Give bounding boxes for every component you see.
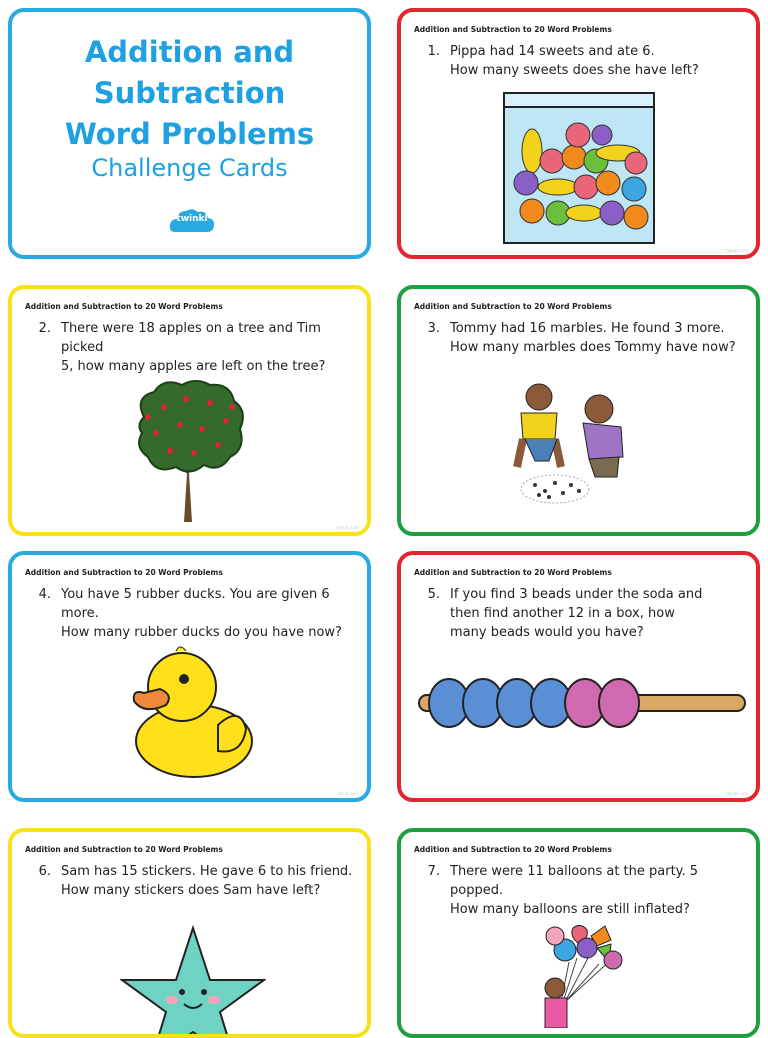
question — [414, 42, 744, 80]
question-text: There were 18 apples on a tree and Tim picked 5, how many apples are left on the tree? — [61, 321, 326, 374]
twinkl-logo — [169, 206, 215, 240]
card-footer: twinkl.com — [726, 791, 748, 796]
card-header: Addition and Subtraction to 20 Word Problems — [25, 568, 223, 577]
question-text: You have 5 rubber ducks. You are given 6 more. How many rubber ducks do you have now? — [61, 587, 342, 640]
challenge-card-6 — [8, 828, 371, 1038]
card-footer: twinkl.com — [726, 248, 748, 253]
question — [414, 585, 744, 642]
subtitle: Challenge Cards — [91, 154, 288, 182]
question — [414, 862, 744, 919]
card-header: Addition and Subtraction to 20 Word Problems — [414, 845, 612, 854]
question-text: Pippa had 14 sweets and ate 6. How many sweets does she have left? — [450, 44, 699, 78]
question — [25, 585, 355, 642]
title-line-1: Addition and — [84, 35, 295, 69]
challenge-card-2 — [8, 285, 371, 536]
sweets-jar-icon — [502, 91, 658, 246]
beads-rod-icon — [415, 677, 749, 729]
challenge-card-7 — [397, 828, 760, 1038]
apple-tree-icon — [134, 377, 246, 522]
question-number: 4. — [38, 587, 51, 602]
card-header: Addition and Subtraction to 20 Word Problems — [25, 845, 223, 854]
challenge-card-1 — [397, 8, 760, 259]
card-footer: twinkl.com — [337, 791, 359, 796]
question-text: If you find 3 beads under the soda and then find another 12 in a box, how many beads would you have? — [450, 587, 703, 640]
question-number: 7. — [427, 864, 440, 879]
title-line-3: Word Problems — [64, 117, 315, 151]
question-number: 6. — [38, 864, 51, 879]
child-balloons-icon — [533, 922, 629, 1028]
question-text: Sam has 15 stickers. He gave 6 to his friend. How many stickers does Sam have left? — [61, 864, 353, 898]
question-number: 1. — [427, 44, 440, 59]
card-header: Addition and Subtraction to 20 Word Problems — [414, 302, 612, 311]
card-header: Addition and Subtraction to 20 Word Problems — [414, 568, 612, 577]
question-number: 2. — [38, 321, 51, 336]
question-number: 3. — [427, 321, 440, 336]
card-footer: twinkl.com — [337, 525, 359, 530]
star-sticker-icon — [120, 924, 266, 1034]
card-header: Addition and Subtraction to 20 Word Problems — [25, 302, 223, 311]
card-header: Addition and Subtraction to 20 Word Problems — [414, 25, 612, 34]
question — [25, 862, 355, 900]
children-marbles-icon — [509, 381, 661, 507]
challenge-card-3 — [397, 285, 760, 536]
logo-text: twinkl — [176, 214, 208, 224]
question-text: There were 11 balloons at the party. 5 popped. How many balloons are still inflated? — [450, 864, 699, 917]
rubber-duck-icon — [130, 645, 256, 781]
challenge-card-5 — [397, 551, 760, 802]
challenge-card-4 — [8, 551, 371, 802]
question-text: Tommy had 16 marbles. He found 3 more. How many marbles does Tommy have now? — [450, 321, 736, 355]
question — [25, 319, 355, 376]
question — [414, 319, 744, 357]
question-number: 5. — [427, 587, 440, 602]
title-card — [8, 8, 371, 259]
title-line-2: Subtraction — [93, 76, 286, 110]
